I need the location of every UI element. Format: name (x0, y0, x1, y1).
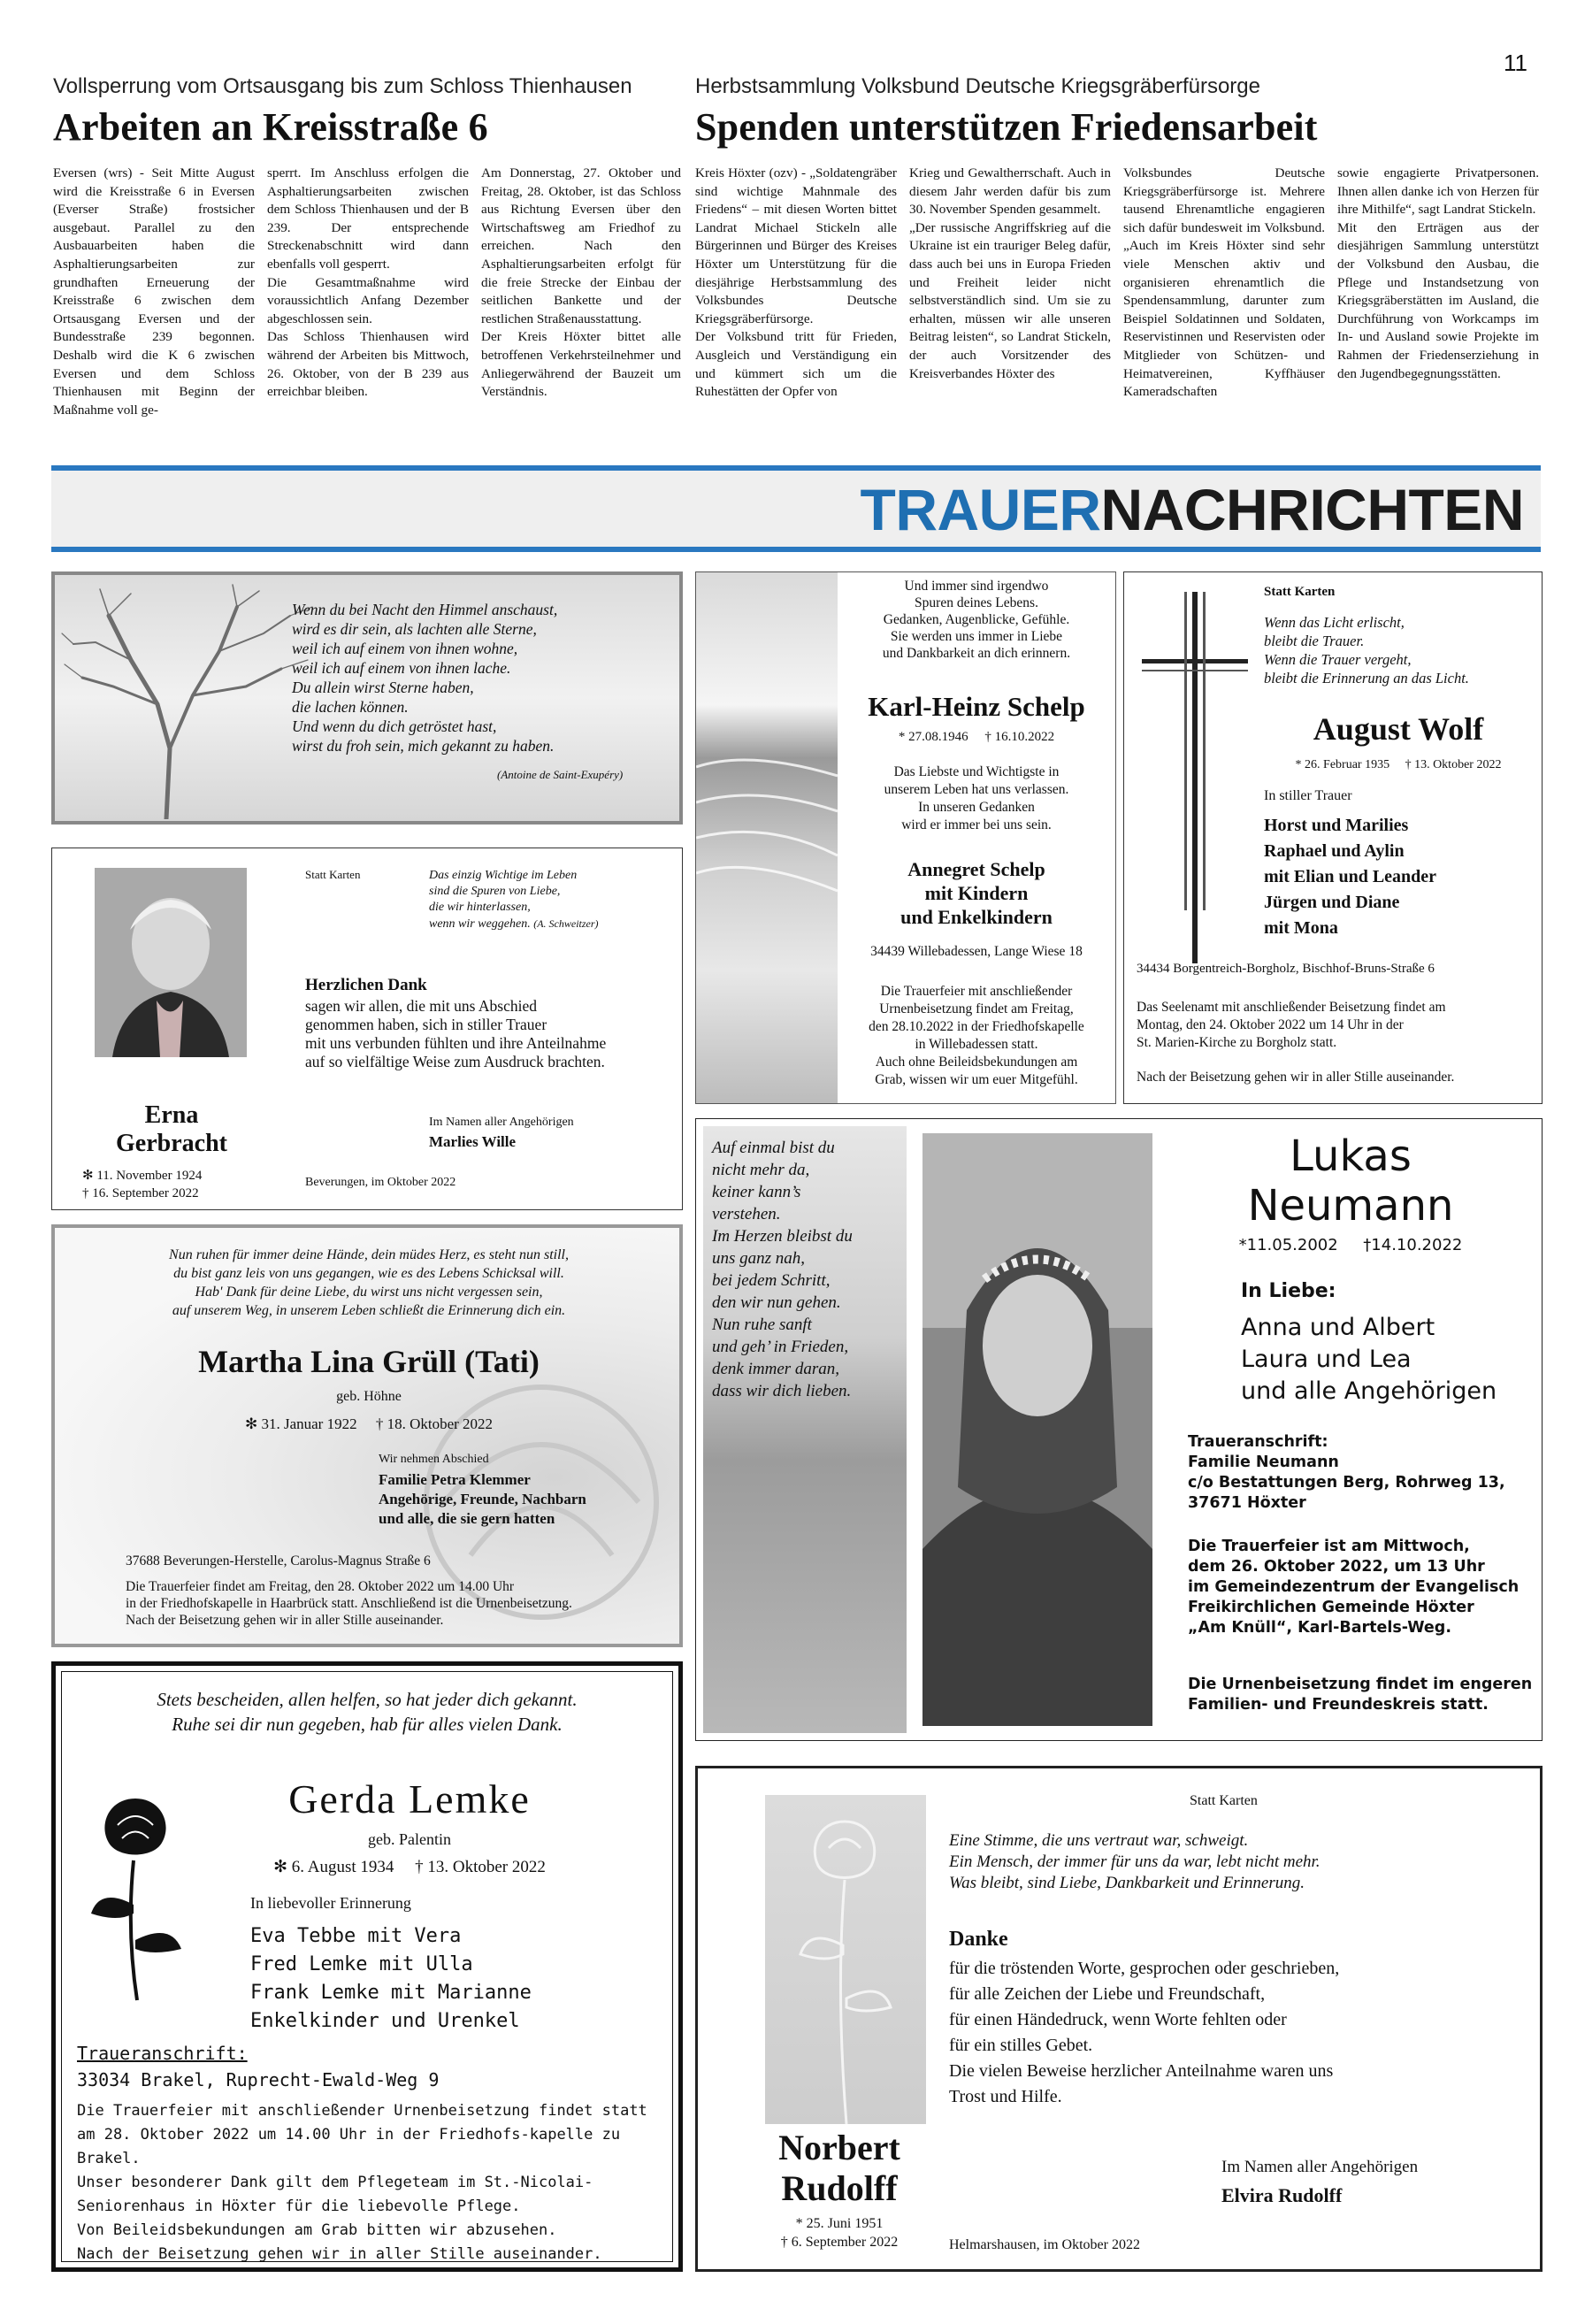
lukas-info: Die Trauerfeier ist am Mittwoch, dem 26. Oktober 2022, um 13 Uhr im Gemeindezentrum der Evangelisch Freikirchlichen Gemeinde Höxter „Am Knüll“, Karl-Bartels-Weg. (1188, 1538, 1520, 1637)
erna-dank-text: sagen wir allen, die mit uns Abschied genommen haben, sich in stiller Trauer mit uns verbunden fühlten und ihre Anteilnahme auf so vielfältige Weise zum Ausdruck brachten. (305, 997, 607, 1070)
article1-col1: Eversen (wrs) - Seit Mitte August wird die Kreisstraße 6 in Eversen (Everser Straße) frostsicher ausgebaut. Parallel zu den Ausbauarbeiten haben die Asphaltierungsarbeiten zur grundhaften Erneuerung der Kreisstraße 6 zwischen dem Ortsausgang Eversen und der Bundesstraße 239 begonnen. Deshalb wird die K 6 zwischen Eversen und dem Schloss Thienhausen mit Beginn der Maßnahme voll ge- (53, 165, 255, 418)
gerda-info: Die Trauerfeier mit anschließender Urnenbeisetzung findet statt am 28. Oktober 2022 um 14.00 Uhr in der Friedhofs-kapelle zu Brakel. Unser besonderer Dank gilt dem Pflegeteam im St.-Nicolai- Seniorenhaus in Höxter für die liebevolle Pflege. Von Beileidsbekundungen am Grab bitten wir abzusehen. Nach der Beisetzung gehen wir in aller Stille auseinander. (77, 2102, 647, 2263)
bare-tree-image (60, 580, 325, 819)
gerda-addr: 33034 Brakel, Ruprecht-Ewald-Weg 9 (77, 2069, 440, 2090)
gerda-name: Gerda Lemke (288, 1776, 531, 1822)
erna-place-date: Beverungen, im Oktober 2022 (305, 1176, 456, 1189)
poem-text: Wenn du bei Nacht den Himmel anschaust, wird es dir sein, als lachten alle Sterne, weil ich auf einem von ihnen wohne, weil ich auf einem von ihnen lache. Du allein wirst Sterne haben, die lachen können. Und wenn du dich getröstet hast, wirst du froh sein, mich gekannt zu haben. (292, 601, 558, 755)
gerda-card (51, 1661, 683, 2272)
martha-abschied: Wir nehmen Abschied (379, 1453, 489, 1466)
section-title (861, 476, 1524, 543)
wolf-card (1123, 571, 1543, 1104)
portrait-photo (922, 1133, 1152, 1726)
article2-kicker: Herbstsammlung Volksbund Deutsche Kriegsgräberfürsorge (695, 74, 1260, 98)
erna-portrait (95, 868, 247, 1057)
martha-quote: Nun ruhen für immer deine Hände, dein müdes Herz, es steht nun still, du bist ganz leis von uns gegangen, wie es des Lebens Schicksal will. Hab' Dank für deine Liebe, du wirst uns nicht vergessen sein, auf unserem Weg, in unserem Leben schließt die Erinnerung dich ein. (169, 1247, 569, 1318)
martha-address: 37688 Beverungen-Herstelle, Carolus-Magnus Straße 6 (126, 1553, 431, 1569)
schelp-family: Annegret Schelp mit Kindern und Enkelkindern (900, 858, 1053, 928)
article2-col1: Kreis Höxter (ozv) - „Soldatengräber sind wichtige Mahnmale des Friedens“ – mit diesen Worten bittet Landrat Michael Stickeln alle Bürgerinnen und Bürger des Kreises Höxter um Unterstützung für die diesjährige Herbstsammlung des Volksbundes Deutsche Kriegsgräberfürsorge. Der Volksbund tritt für Frieden, Ausgleich und Verständigung ein und kümmert sich um die Ruhestätten der Opfer von (695, 165, 897, 400)
rose-icon (765, 1795, 926, 2124)
gerda-in-lieb: In liebevoller Erinnerung (250, 1894, 411, 1912)
gerda-addr-label: Traueranschrift: (77, 2043, 248, 2064)
wolf-dates: * 26. Februar 1935 † 13. Oktober 2022 (1295, 758, 1502, 771)
schelp-dates: * 27.08.1946 † 16.10.2022 (898, 730, 1055, 744)
beach-waves-image (696, 572, 838, 1103)
gerda-family: Eva Tebbe mit Vera Fred Lemke mit Ulla Frank Lemke mit Marianne Enkelkinder und Urenkel (250, 1925, 532, 2032)
lukas-portrait (922, 1133, 1152, 1726)
article1-kicker: Vollsperrung vom Ortsausgang bis zum Schloss Thienhausen (53, 74, 632, 98)
norbert-card (695, 1766, 1543, 2272)
erna-name: Erna Gerbracht (116, 1101, 227, 1157)
erna-dates: ✻ 11. November 1924 † 16. September 2022 (82, 1169, 203, 1200)
martha-family: Familie Petra Klemmer Angehörige, Freunde, Nachbarn und alle, die sie gern hatten (379, 1471, 586, 1527)
norbert-statt: Statt Karten (1190, 1793, 1258, 1808)
norbert-rose-image (765, 1795, 926, 2124)
poem-author: (Antoine de Saint-Exupéry) (497, 768, 624, 781)
schelp-intro: Und immer sind irgendwo Spuren deines Lebens. Gedanken, Augenblicke, Gefühle. Sie werden uns immer in Liebe und Dankbarkeit an dich erinnern. (882, 579, 1071, 661)
wolf-statt: Statt Karten (1264, 585, 1336, 599)
cross-icon (1142, 592, 1248, 963)
wolf-final: Nach der Beisetzung gehen wir in aller Stille auseinander. (1137, 1070, 1455, 1085)
schelp-mid: Das Liebste und Wichtigste in unserem Leben hat uns verlassen. In unseren Gedanken wird er immer bei uns sein. (884, 764, 1069, 832)
martha-geb: geb. Höhne (336, 1389, 402, 1404)
norbert-quote: Eine Stimme, die uns vertraut war, schweigt. Ein Mensch, der immer für uns da war, lebt nicht mehr. Was bleibt, sind Liebe, Dankbarkeit und Erinnerung. (949, 1831, 1321, 1892)
wolf-in-stiller: In stiller Trauer (1264, 788, 1352, 803)
lukas-card (695, 1118, 1543, 1741)
norbert-dates: * 25. Juni 1951 † 6. September 2022 (780, 2216, 899, 2250)
norbert-danke: Danke (949, 1928, 1008, 1951)
page-number: 11 (1504, 50, 1527, 76)
poem-card (51, 571, 683, 825)
article2-col4: sowie engagierte Privatpersonen. Ihnen allen danke ich von Herzen für ihre Mithilfe“, sagt Landrat Stickeln. Mit den Erträgen aus der diesjährigen Sammlung unterstützt der Volksbund den Ausbau, die Pflege und Instandsetzung von Kriegsgräberstätten im Ausland, die Durchführung von Workcamps im In- und Ausland sowie Projekte im Rahmen der Friedenserziehung in den Jugendbegegnungsstätten. (1337, 165, 1539, 381)
lukas-name: Lukas Neumann (1247, 1131, 1454, 1231)
erna-signer: Marlies Wille (429, 1133, 517, 1150)
schelp-name: Karl-Heinz Schelp (868, 691, 1085, 722)
lukas-dates: *11.05.2002 †14.10.2022 (1238, 1236, 1463, 1254)
martha-name: Martha Lina Grüll (Tati) (198, 1344, 540, 1379)
lukas-family: Anna und Albert Laura und Lea und alle Angehörigen (1241, 1314, 1497, 1405)
section-title-part1: TRAUER (860, 477, 1101, 542)
wolf-family: Horst und Marilies Raphael und Aylin mit Elian und Leander Jürgen und Diane mit Mona (1264, 816, 1437, 938)
lukas-poem: Auf einmal bist du nicht mehr da, keiner kann’s verstehen. Im Herzen bleibst du uns ganz nah, bei jedem Schritt, den wir nun gehen. Nun ruhe sanft und geh’ in Frieden, denk immer daran, dass wir dich lieben. (712, 1139, 853, 1400)
norbert-danke-text: für die tröstenden Worte, gesprochen oder geschrieben, für alle Zeichen der Liebe und Freundschaft, für einen Händedruck, wenn Worte fehlten oder für ein stilles Gebet. Die vielen Beweise herzlicher Anteilnahme waren uns Trost und Hilfe. (949, 1959, 1340, 2106)
norbert-place-date: Helmarshausen, im Oktober 2022 (949, 2237, 1140, 2252)
lukas-final: Die Urnenbeisetzung findet im engeren Familien- und Freundeskreis statt. (1188, 1676, 1533, 1714)
article2-col3: Volksbundes Deutsche Kriegsgräberfürsorge ist. Mehrere tausend Ehrenamtliche engagieren sich dafür bundesweit im Volksbund. „Auch im Kreis Höxter sind sehr viele Menschen aktiv und organisieren ehrenamtlich die Spendensammlung, darunter zum Beispiel Soldatinnen und Soldaten, Reservistinnen und Reservisten oder Mitglieder von Schützen- und Heimatvereinen, Kyffhäuser Kameradschaften (1123, 165, 1325, 400)
beach-image (696, 572, 838, 1103)
martha-card (51, 1224, 683, 1647)
lukas-in-liebe: In Liebe: (1241, 1280, 1336, 1302)
wolf-quote: Wenn das Licht erlischt, bleibt die Trauer. Wenn die Trauer vergeht, bleibt die Erinnerung an das Licht. (1264, 614, 1469, 686)
norbert-im-namen: Im Namen aller Angehörigen (1221, 2158, 1419, 2176)
article1-headline: Arbeiten an Kreisstraße 6 (53, 105, 488, 149)
wolf-name: August Wolf (1313, 711, 1484, 747)
schelp-card (695, 571, 1116, 1104)
article1-col3: Am Donnerstag, 27. Oktober und Freitag, 28. Oktober, ist das Schloss aus Richtung Eversen über den Wirtschaftsweg am Friedhof zu erreichen. Nach den Asphaltierungsarbeiten erfolgt für die freie Strecke der Einbau der seitlichen Bankette und der restlichen Straßenausstattung. Der Kreis Höxter bittet alle betroffenen Verkehrsteilnehmer und Anliegerwährend der Bauzeit um Verständnis. (481, 165, 681, 400)
schelp-address: 34439 Willebadessen, Lange Wiese 18 (870, 944, 1083, 959)
erna-im-namen: Im Namen aller Angehörigen (429, 1116, 574, 1129)
martha-dates: ✻ 31. Januar 1922 † 18. Oktober 2022 (244, 1415, 494, 1432)
rose-icon (82, 1790, 188, 2002)
erna-quote: Das einzig Wichtige im Leben sind die Spuren von Liebe, die wir hinterlassen, wenn wir weggehen. (A. Schweitzer) (429, 869, 599, 931)
wolf-info: Das Seelenamt mit anschließender Beisetzung findet am Montag, den 24. Oktober 2022 um 14 Uhr in der St. Marien-Kirche zu Borgholz statt. (1137, 1000, 1446, 1050)
section-rule-bottom (51, 547, 1541, 552)
section-title-part2: NACHRICHTEN (1100, 477, 1524, 542)
portrait-photo (95, 868, 247, 1057)
article2-col2: Krieg und Gewaltherrschaft. Auch in diesem Jahr werden dafür bis zum 30. November Spenden gesammelt. „Der russische Angriffskrieg auf die Ukraine ist ein trauriger Beleg dafür, dass auch bei uns in Europa Frieden und Freiheit leider nicht selbstverständlich sind. Um sie zu erhalten, müssen wir alle unseren Beitrag leisten“, so Landrat Stickeln, der auch Vorsitzender des Kreisverbandes Höxter des (909, 165, 1111, 381)
lukas-address: Traueranschrift: Familie Neumann c/o Bestattungen Berg, Rohrweg 13, 37671 Höxter (1188, 1433, 1505, 1512)
norbert-name: Norbert Rudolff (778, 2128, 900, 2208)
erna-dank-title: Herzlichen Dank (305, 976, 427, 994)
norbert-signer: Elvira Rudolff (1221, 2184, 1343, 2206)
gerda-dates: ✻ 6. August 1934 † 13. Oktober 2022 (273, 1858, 546, 1876)
article2-headline: Spenden unterstützen Friedensarbeit (695, 105, 1318, 149)
martha-info: Die Trauerfeier findet am Freitag, den 28. Oktober 2022 um 14.00 Uhr in der Friedhofskapelle in Haarbrück statt. Anschließend ist die Urnenbeisetzung. Nach der Beisetzung gehen wir in aller Stille auseinander. (126, 1579, 572, 1628)
schelp-info: Die Trauerfeier mit anschließender Urnenbeisetzung findet am Freitag, den 28.10.2022 in der Friedhofskapelle in Willebadessen statt. Auch ohne Beileidsbekundungen am Grab, wissen wir um euer Mitgefühl. (869, 984, 1084, 1087)
article1-col2: sperrt. Im Anschluss erfolgen die Asphaltierungsarbeiten zwischen dem Schloss Thienhausen und der B 239. Der entsprechende Streckenabschnitt wird dann ebenfalls voll gesperrt. Die Gesamtmaßnahme wird voraussichtlich Anfang Dezember abgeschlossen sein. Das Schloss Thienhausen wird während der Arbeiten bis Mittwoch, 26. Oktober, von der B 239 aus erreichbar bleiben. (267, 165, 469, 400)
erna-card (51, 848, 683, 1210)
gerda-quote: Stets bescheiden, allen helfen, so hat jeder dich gekannt. Ruhe sei dir nun gegeben, hab für alles vielen Dank. (157, 1689, 578, 1735)
gerda-geb: geb. Palentin (368, 1830, 451, 1848)
wolf-address: 34434 Borgentreich-Borgholz, Bischhof-Bruns-Straße 6 (1137, 962, 1435, 976)
erna-statt: Statt Karten (305, 868, 361, 881)
